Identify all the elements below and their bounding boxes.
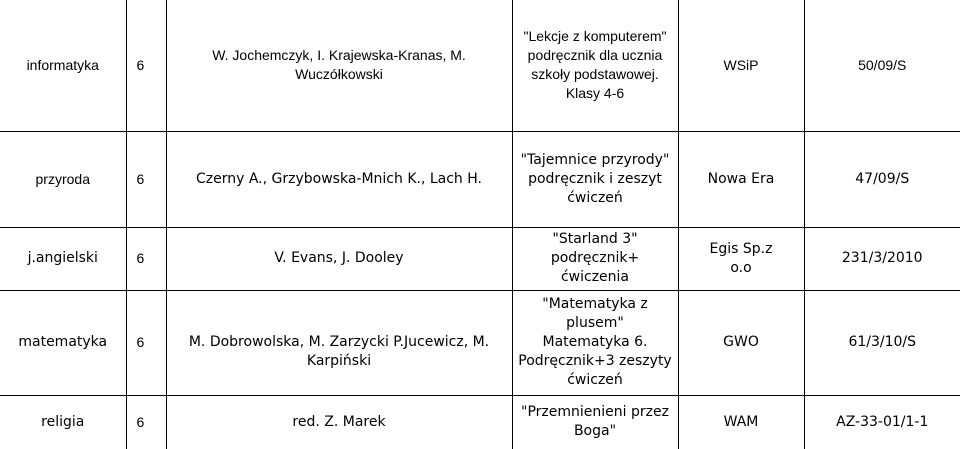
title-cell — [512, 290, 678, 395]
authors-text: Czerny A., Grzybowska-Mnich K., Lach H. — [196, 170, 482, 187]
table-row — [0, 227, 960, 290]
subject-cell — [0, 395, 126, 449]
subject-text: przyroda — [35, 170, 90, 187]
publisher-cell — [678, 227, 804, 290]
publisher-text: WAM — [723, 413, 759, 430]
authors-cell — [166, 227, 512, 290]
grade-text: 6 — [136, 413, 145, 430]
authors-text: W. Jochemczyk, I. Krajewska-Kranas, M. Wuczółkowski — [212, 47, 466, 83]
grade-cell — [126, 131, 166, 227]
title-cell — [512, 0, 678, 131]
grade-cell — [126, 227, 166, 290]
title-cell — [512, 395, 678, 449]
publisher-text: Nowa Era — [707, 170, 775, 187]
title-line: Podręcznik+3 zeszyty — [518, 353, 672, 369]
publisher-cell — [678, 290, 804, 395]
title-line: "Starland 3" podręcznik+ — [550, 231, 640, 266]
table-row — [0, 131, 960, 227]
title-line: Matematyka 6. — [542, 334, 648, 350]
grade-cell — [126, 0, 166, 131]
title-line: "Matematyka z plusem" — [542, 296, 648, 331]
authors-text: red. Z. Marek — [292, 413, 386, 430]
authors-text: V. Evans, J. Dooley — [274, 250, 404, 266]
title-line: "Tajemnice przyrody" — [520, 151, 670, 168]
grade-text: 6 — [136, 334, 145, 350]
subject-text: informatyka — [26, 56, 99, 73]
publisher-text: WSiP — [723, 56, 759, 73]
table-row — [0, 395, 960, 449]
approval-number-cell — [804, 0, 960, 131]
authors-cell — [166, 131, 512, 227]
approval-number-text: 50/09/S — [858, 56, 907, 73]
approval-number-text: 231/3/2010 — [841, 250, 923, 266]
title-cell — [512, 227, 678, 290]
subject-text: religia — [41, 413, 85, 430]
approval-number-text: 61/3/10/S — [848, 334, 917, 350]
authors-cell — [166, 395, 512, 449]
subject-cell — [0, 227, 126, 290]
approval-number-text: AZ-33-01/1-1 — [836, 413, 929, 430]
publisher-text: GWO — [723, 334, 759, 350]
authors-cell — [166, 0, 512, 131]
title-line: "Lekcje z komputerem" — [523, 28, 667, 45]
publisher-cell — [678, 395, 804, 449]
approval-number-text: 47/09/S — [855, 170, 910, 187]
grade-text: 6 — [136, 250, 145, 266]
title-cell — [512, 131, 678, 227]
grade-text: 6 — [136, 56, 145, 73]
title-line: ćwiczeń — [567, 372, 623, 388]
publisher-line: Egis Sp.z — [709, 240, 773, 257]
table-row — [0, 290, 960, 395]
title-line: podręcznik i zeszyt — [528, 170, 662, 187]
authors-cell — [166, 290, 512, 395]
subject-text: j.angielski — [27, 250, 98, 266]
title-line: ćwiczeń — [567, 189, 623, 206]
title-line: "Przemnienieni przez — [521, 404, 669, 421]
subject-cell — [0, 131, 126, 227]
subject-text: matematyka — [18, 334, 108, 350]
title-line: podręcznik dla ucznia — [527, 47, 663, 64]
subject-cell — [0, 290, 126, 395]
table-row — [0, 0, 960, 131]
approval-number-cell — [804, 131, 960, 227]
publisher-cell — [678, 131, 804, 227]
subject-cell — [0, 0, 126, 131]
approval-number-cell — [804, 395, 960, 449]
title-line: szkoły podstawowej. — [531, 66, 659, 83]
title-line: Klasy 4-6 — [565, 85, 625, 102]
approval-number-cell — [804, 290, 960, 395]
title-line: ćwiczenia — [560, 269, 630, 285]
grade-cell — [126, 395, 166, 449]
approval-number-cell — [804, 227, 960, 290]
authors-text: M. Dobrowolska, M. Zarzycki P.Jucewicz, M. Karpiński — [188, 333, 490, 369]
title-line: Boga" — [573, 423, 617, 440]
publisher-line: o.o — [730, 259, 752, 276]
grade-text: 6 — [136, 170, 145, 187]
publisher-cell — [678, 0, 804, 131]
grade-cell — [126, 290, 166, 395]
